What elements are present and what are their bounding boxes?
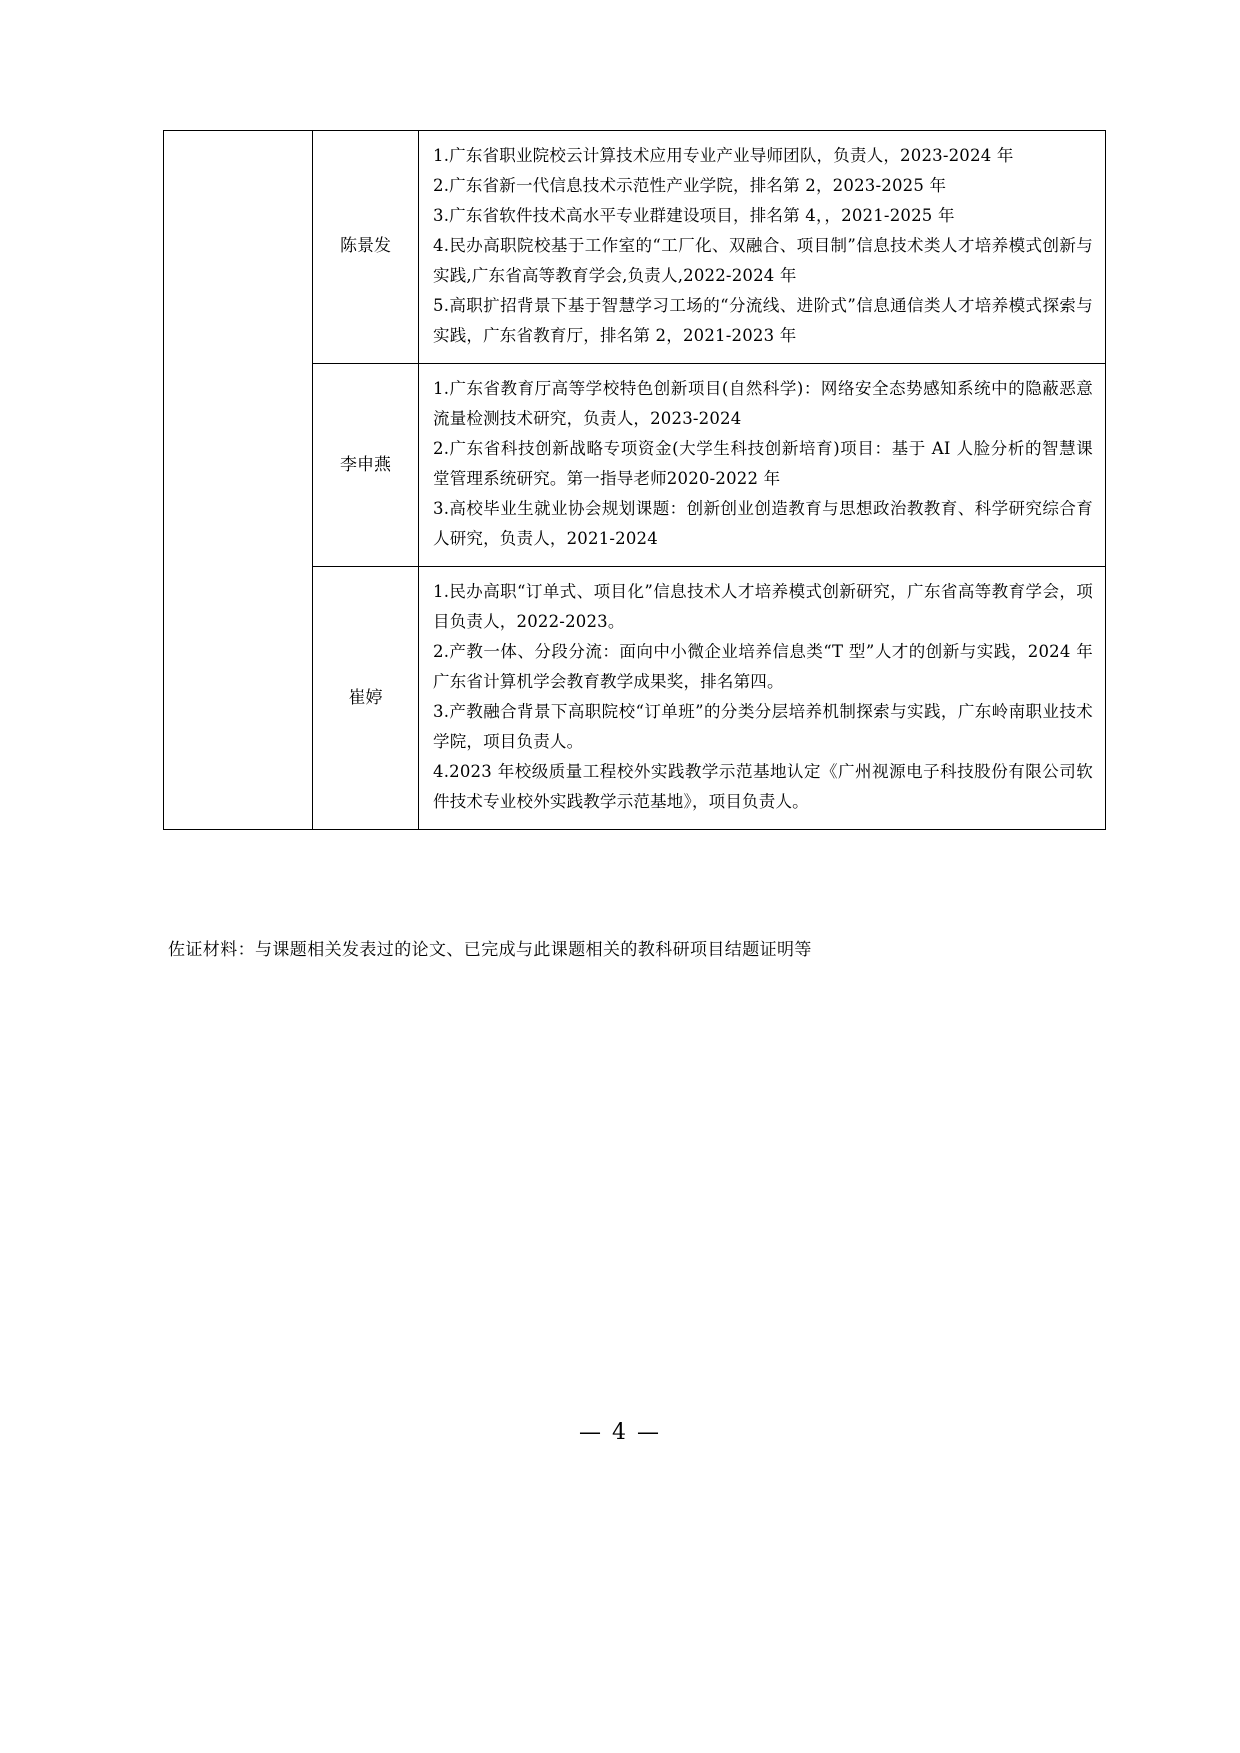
list-item: 1.民办高职“订单式、项目化”信息技术人才培养模式创新研究，广东省高等教育学会，项目负责人，2022-2023。 [433, 582, 1093, 632]
list-item: 1.广东省职业院校云计算技术应用专业产业导师团队，负责人，2023-2024 年 [433, 146, 1014, 165]
list-item: 3.广东省软件技术高水平专业群建设项目，排名第 4，，2021-2025 年 [433, 206, 955, 226]
table-cell-category-empty [164, 131, 313, 830]
project-table [163, 130, 1106, 830]
supporting-materials-note [168, 935, 812, 960]
list-item: 3.高校毕业生就业协会规划课题：创新创业创造教育与思想政治教教育、科学研究综合育人研究，负责人，2021-2024 [433, 499, 1093, 549]
achievement-list [433, 374, 1093, 554]
supporting-materials-label: 佐证材料： [168, 940, 255, 960]
table-cell-name: 陈景发 [313, 131, 419, 364]
list-item: 2.广东省科技创新战略专项资金(大学生科技创新培育)项目：基于 AI 人脸分析的智慧课堂管理系统研究。第一指导老师2020-2022 年 [433, 439, 1093, 489]
table-cell-content [419, 567, 1106, 830]
table-cell-name: 李申燕 [313, 364, 419, 567]
list-item: 4.2023 年校级质量工程校外实践教学示范基地认定《广州视源电子科技股份有限公司软件技术专业校外实践教学示范基地》，项目负责人。 [433, 762, 1093, 812]
list-item: 5.高职扩招背景下基于智慧学习工场的“分流线、进阶式”信息通信类人才培养模式探索与实践，广东省教育厅，排名第 2，2021-2023 年 [433, 296, 1093, 346]
page-number: — 4 — [579, 1420, 661, 1445]
list-item: 4.民办高职院校基于工作室的“工厂化、双融合、项目制”信息技术类人才培养模式创新与实践,广东省高等教育学会,负责人,2022-2024 年 [433, 236, 1093, 286]
achievement-list [433, 577, 1093, 817]
supporting-materials-text: 与课题相关发表过的论文、已完成与此课题相关的教科研项目结题证明等 [255, 940, 812, 960]
list-item: 2.广东省新一代信息技术示范性产业学院，排名第 2，2023-2025 年 [433, 176, 947, 196]
table-row [164, 131, 1106, 364]
table-cell-name: 崔婷 [313, 567, 419, 830]
list-item: 3.产教融合背景下高职院校“订单班”的分类分层培养机制探索与实践，广东岭南职业技术学院，项目负责人。 [433, 702, 1093, 752]
table-cell-content [419, 364, 1106, 567]
achievement-list [433, 141, 1093, 351]
list-item: 2.产教一体、分段分流：面向中小微企业培养信息类“T 型”人才的创新与实践，2024 年广东省计算机学会教育教学成果奖，排名第四。 [433, 642, 1093, 692]
list-item: 1.广东省教育厅高等学校特色创新项目(自然科学)：网络安全态势感知系统中的隐蔽恶意流量检测技术研究，负责人，2023-2024 [433, 379, 1093, 429]
table-cell-content [419, 131, 1106, 364]
